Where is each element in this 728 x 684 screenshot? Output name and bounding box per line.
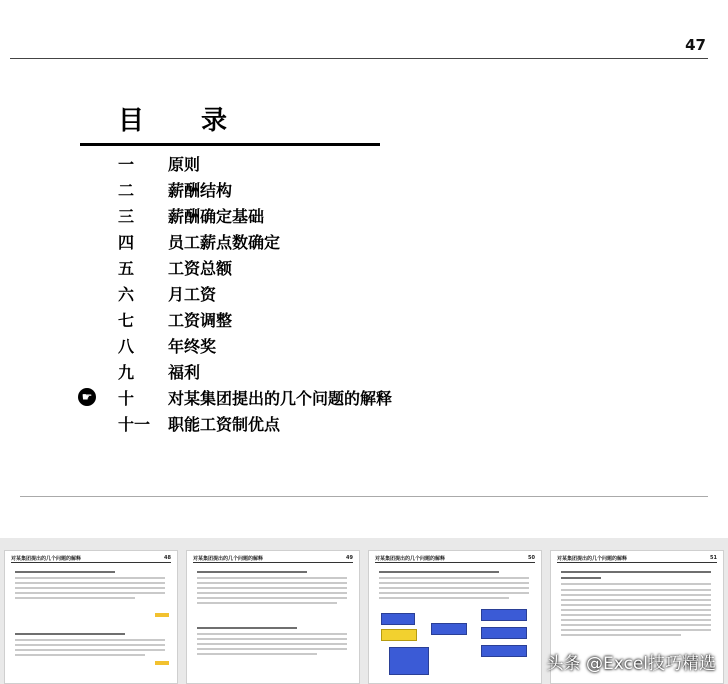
bottom-divider: [20, 496, 708, 497]
toc-item[interactable]: [118, 202, 392, 228]
thumbnail-header: 对某集团提出的几个问题的解释 48: [11, 555, 171, 562]
toc-item[interactable]: [118, 306, 392, 332]
toc-title: 目 录: [118, 106, 252, 136]
toc-item-number: 十: [118, 388, 135, 408]
toc-item-label: 年终奖: [168, 336, 217, 356]
toc-item-number: 二: [118, 180, 135, 200]
toc-item-number: 九: [118, 362, 135, 382]
toc-item-label: 薪酬确定基础: [168, 206, 265, 226]
toc-list: [81, 150, 393, 436]
top-divider: [10, 58, 708, 59]
toc-item-number: 四: [118, 232, 135, 252]
toc-item-label: 对某集团提出的几个问题的解释: [168, 388, 393, 408]
title-underline: [80, 143, 380, 146]
toc-item-label: 福利: [168, 362, 201, 382]
toc-item-label: 原则: [168, 154, 201, 174]
toc-item-label: 薪酬结构: [168, 180, 233, 200]
toc-item[interactable]: [118, 150, 392, 176]
toc-item[interactable]: [118, 280, 392, 306]
slide-thumbnail[interactable]: [186, 550, 360, 684]
slide-thumbnail[interactable]: [368, 550, 542, 684]
watermark: 头条 @Excel技巧精选: [546, 654, 716, 674]
page-number: 47: [685, 36, 706, 54]
toc-item-label: 职能工资制优点: [168, 414, 281, 434]
thumbnail-header: 对某集团提出的几个问题的解释 49: [193, 555, 353, 562]
pointing-hand-icon: ☛: [78, 388, 96, 406]
toc-item[interactable]: [118, 358, 392, 384]
thumbnail-header: 对某集团提出的几个问题的解释 51: [557, 555, 717, 562]
toc-item-label: 工资总额: [168, 258, 233, 278]
toc-item-label: 月工资: [168, 284, 217, 304]
toc-item-number: 八: [118, 336, 135, 356]
toc-item[interactable]: [118, 332, 392, 358]
slide-thumbnail[interactable]: [4, 550, 178, 684]
toc-item-label: 工资调整: [168, 310, 233, 330]
toc-item-number: 六: [118, 284, 135, 304]
toc-item-current[interactable]: [81, 384, 393, 410]
toc-item-number: 七: [118, 310, 135, 330]
toc-item[interactable]: [118, 228, 392, 254]
toc-item[interactable]: [118, 176, 392, 202]
toc-item-number: 五: [118, 258, 135, 278]
toc-item[interactable]: [118, 254, 392, 280]
thumbnail-header: 对某集团提出的几个问题的解释 50: [375, 555, 535, 562]
toc-item-number: 三: [118, 206, 135, 226]
toc-item-label: 员工薪点数确定: [168, 232, 281, 252]
thumbnail-strip: [0, 538, 728, 684]
toc-item[interactable]: [118, 410, 392, 436]
toc-item-number: 一: [118, 154, 135, 174]
toc-item-number: 十一: [118, 414, 151, 434]
